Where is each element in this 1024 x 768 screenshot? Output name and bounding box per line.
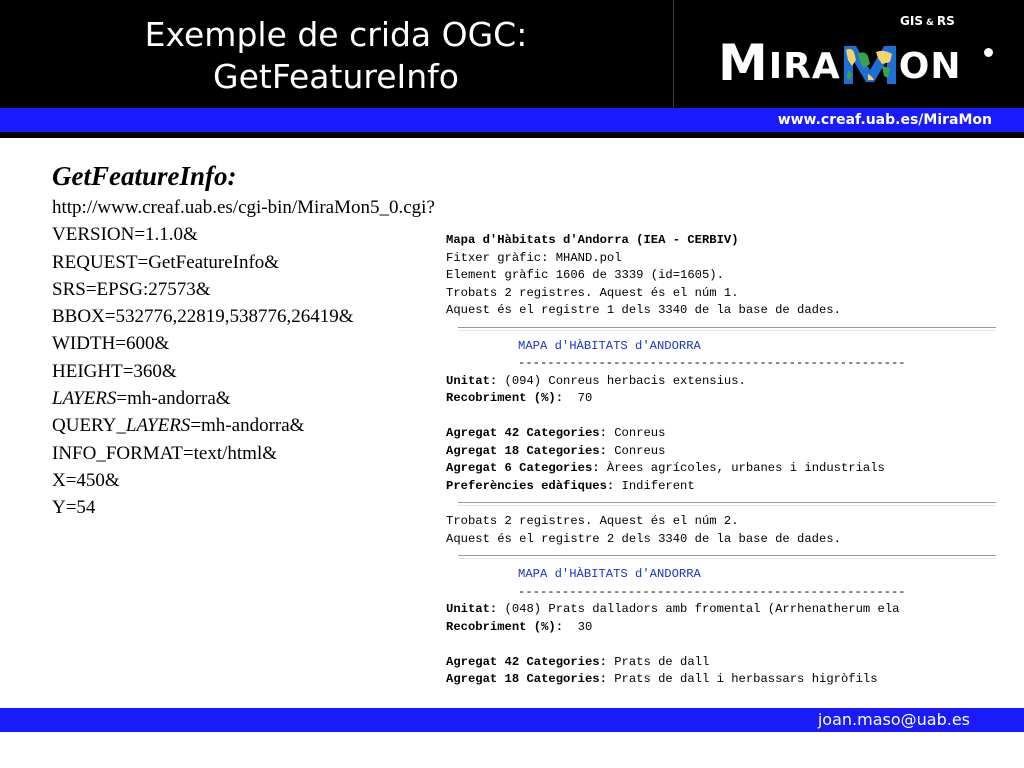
result-divider — [458, 555, 996, 559]
param-layers-key: LAYERS — [52, 388, 117, 410]
record2-unitat — [446, 601, 1006, 619]
param-query-key: LAYERS — [125, 415, 191, 437]
result-element: Element gràfic 1606 de 3339 (id=1605). — [446, 268, 724, 282]
param-height: HEIGHT=360& — [52, 360, 177, 382]
record1-agr42-value: Conreus — [606, 426, 666, 440]
param-version: VERSION=1.1.0& — [52, 224, 198, 246]
logo-dot — [984, 48, 993, 57]
record2-recobriment — [446, 619, 1006, 637]
request-heading: GetFeatureInfo: — [52, 161, 237, 191]
header-divider — [673, 0, 674, 108]
record2-unitat-label: Unitat: — [446, 602, 498, 616]
record1-agr18-value: Conreus — [606, 443, 666, 458]
record1-recobriment — [446, 390, 1006, 408]
result-gap — [446, 408, 1006, 426]
slide-title — [0, 14, 672, 98]
record2-recob-label: Recobriment (%): — [446, 619, 564, 634]
param-width: WIDTH=600& — [52, 333, 170, 355]
record2-agr18-value: Prats de dall i herbassars higròfils — [606, 672, 878, 686]
record1-recob-label: Recobriment (%): — [446, 391, 564, 405]
param-x: X=450& — [52, 469, 120, 491]
globe-icon — [842, 40, 898, 86]
param-info-format: INFO_FORMAT=text/html& — [52, 442, 278, 464]
record1-unitat-value: (094) Conreus herbacis extensius. — [497, 373, 746, 388]
record1-unitat-label: Unitat: — [446, 373, 498, 388]
record1-pref-label: Preferències edàfiques: — [446, 478, 615, 493]
result-divider — [458, 327, 996, 331]
slide-title-line2: GetFeatureInfo — [213, 57, 459, 96]
param-bbox: BBOX=532776,22819,538776,26419& — [52, 306, 354, 328]
slide-title-line1: Exemple de crida OGC: — [144, 15, 528, 54]
record1-unitat — [446, 373, 1006, 391]
record1-agregat6 — [446, 460, 1006, 478]
result-register-2: Aquest és el registre 2 dels 3340 de la base de dades. — [446, 531, 841, 546]
record2-map-title: MAPA d'HÀBITATS d'ANDORRA — [518, 567, 701, 581]
gis-rs-tag — [900, 14, 955, 28]
record2-agr42-label: Agregat 42 Categories: — [446, 654, 607, 669]
record2-agr42-value: Prats de dall — [606, 654, 710, 669]
logo-letters-on: ON — [898, 46, 962, 87]
logo-letter-m: M — [718, 34, 769, 92]
param-y: Y=54 — [52, 497, 96, 519]
record1-agr18-label: Agregat 18 Categories: — [446, 443, 607, 458]
record1-agregat18 — [446, 443, 1006, 461]
request-base-url: http://www.creaf.uab.es/cgi-bin/MiraMon5_0.cgi? — [52, 197, 435, 218]
header-url[interactable]: www.creaf.uab.es/MiraMon — [777, 112, 992, 128]
result-title: Mapa d'Hàbitats d'Andorra (IEA - CERBIV) — [446, 233, 739, 247]
record1-dashes: ----------------------------------------------------- — [518, 356, 906, 370]
record1-recob-value: 70 — [563, 391, 593, 405]
request-parameters — [52, 194, 435, 522]
param-query-layers — [52, 412, 435, 439]
rs-label: RS — [936, 14, 955, 28]
record1-agr6-label: Agregat 6 Categories: — [446, 461, 600, 475]
param-srs: SRS=EPSG:27573& — [52, 278, 211, 300]
record2-unitat-value: (048) Prats dalladors amb fromental (Arrhenatherum ela — [497, 602, 900, 616]
record1-pref-value: Indiferent — [614, 478, 695, 493]
param-layers — [52, 385, 435, 412]
logo-letters-ira: IRA — [768, 46, 841, 87]
record2-agregat42 — [446, 654, 1006, 672]
feature-info-result — [446, 232, 1006, 689]
record1-map-title: MAPA d'HÀBITATS d'ANDORRA — [518, 338, 701, 353]
result-found-2: Trobats 2 registres. Aquest és el núm 2. — [446, 514, 739, 528]
record1-agr42-label: Agregat 42 Categories: — [446, 426, 607, 440]
result-register-1: Aquest és el registre 1 dels 3340 de la base de dades. — [446, 303, 841, 317]
param-query-prefix: QUERY_ — [52, 415, 126, 437]
result-divider — [458, 502, 996, 506]
footer-email[interactable]: joan.maso@uab.es — [817, 710, 970, 729]
record2-agregat18 — [446, 671, 1006, 689]
record2-dashes: ----------------------------------------------------- — [518, 584, 906, 599]
param-request: REQUEST=GetFeatureInfo& — [52, 251, 280, 273]
record1-agr6-value: Àrees agrícoles, urbanes i industrials — [599, 461, 885, 475]
result-found-1: Trobats 2 registres. Aquest és el núm 1. — [446, 285, 739, 300]
gis-label: GIS — [900, 14, 923, 28]
record1-agregat42 — [446, 425, 1006, 443]
param-layers-value: =mh-andorra& — [116, 388, 231, 410]
record2-agr18-label: Agregat 18 Categories: — [446, 672, 607, 686]
header-black-rule — [0, 132, 1024, 138]
amp-label: & — [925, 18, 934, 28]
result-gap — [446, 636, 1006, 654]
record2-recob-value: 30 — [563, 619, 593, 634]
param-query-value: =mh-andorra& — [190, 415, 305, 437]
result-file: Fitxer gràfic: MHAND.pol — [446, 250, 622, 265]
record1-preferencies — [446, 478, 1006, 496]
miramon-logo — [718, 34, 962, 92]
